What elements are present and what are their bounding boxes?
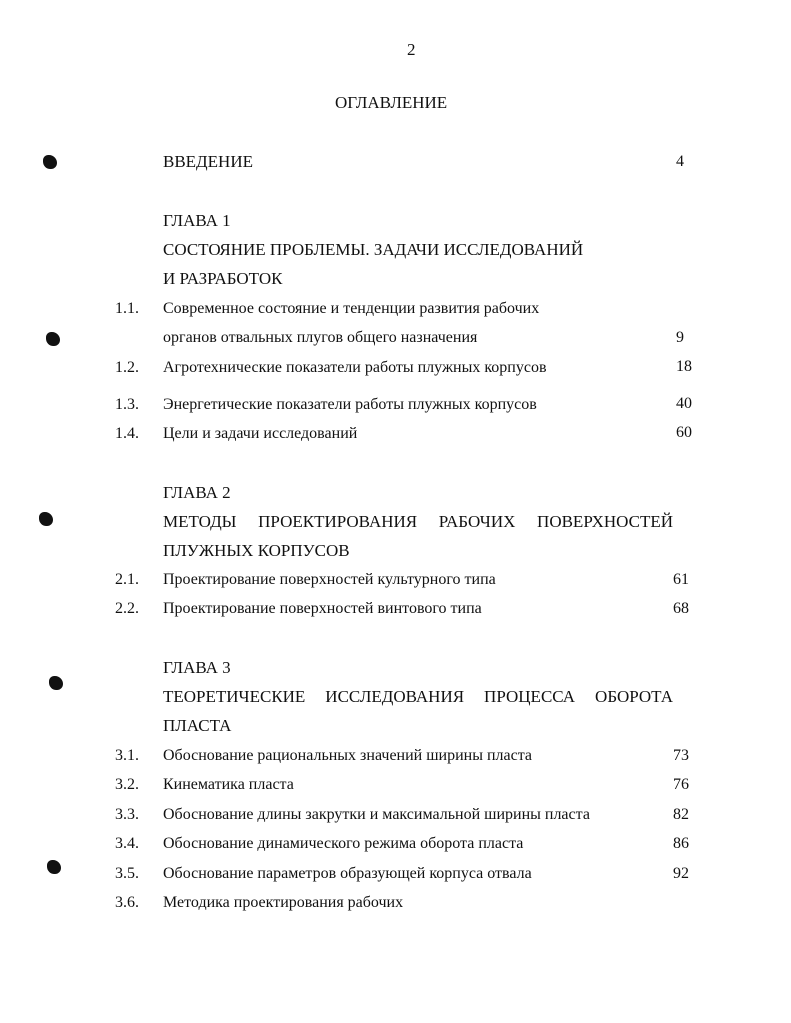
chapter3-title-line2: ПЛАСТА xyxy=(163,716,232,735)
section-title: Энергетические показатели работы плужных корпусов xyxy=(163,396,537,413)
section-number: 3.4. xyxy=(115,835,139,852)
section-number: 1.2. xyxy=(115,359,139,376)
binding-hole-mark xyxy=(49,676,63,690)
binding-hole-mark xyxy=(46,332,60,346)
section-page: 60 xyxy=(676,424,692,441)
section-title: Проектирование поверхностей культурного типа xyxy=(163,571,496,588)
chapter2-title-line2: ПЛУЖНЫХ КОРПУСОВ xyxy=(163,541,350,560)
chapter2-label: ГЛАВА 2 xyxy=(163,483,231,502)
section-number: 2.2. xyxy=(115,600,139,617)
section-number: 3.5. xyxy=(115,865,139,882)
section-number: 3.3. xyxy=(115,806,139,823)
intro-page: 4 xyxy=(676,153,684,170)
section-page: 9 xyxy=(676,329,684,346)
section-title: Современное состояние и тенденции развития рабочих xyxy=(163,300,540,317)
section-number: 1.4. xyxy=(115,425,139,442)
section-title: Обоснование длины закрутки и максимальной ширины пласта xyxy=(163,806,590,823)
section-title: Обоснование параметров образующей корпуса отвала xyxy=(163,865,532,882)
section-number: 1.3. xyxy=(115,396,139,413)
section-title: Кинематика пласта xyxy=(163,776,294,793)
section-page: 40 xyxy=(676,395,692,412)
chapter2-title-line1: МЕТОДЫ ПРОЕКТИРОВАНИЯ РАБОЧИХ ПОВЕРХНОСТЕЙ xyxy=(163,512,673,531)
intro-title: ВВЕДЕНИЕ xyxy=(163,152,253,171)
section-page: 92 xyxy=(673,865,689,882)
section-page: 73 xyxy=(673,747,689,764)
binding-hole-mark xyxy=(47,860,61,874)
section-page: 61 xyxy=(673,571,689,588)
section-number: 1.1. xyxy=(115,300,139,317)
section-title: Методика проектирования рабочих xyxy=(163,894,404,911)
chapter3-label: ГЛАВА 3 xyxy=(163,658,231,677)
section-page: 82 xyxy=(673,806,689,823)
binding-hole-mark xyxy=(39,512,53,526)
toc-heading: ОГЛАВЛЕНИЕ xyxy=(335,93,448,112)
section-title: Цели и задачи исследований xyxy=(163,425,358,442)
binding-hole-mark xyxy=(43,155,57,169)
chapter1-title-line2: И РАЗРАБОТОК xyxy=(163,269,283,288)
section-page: 18 xyxy=(676,358,692,375)
page-number: 2 xyxy=(407,40,416,59)
section-number: 3.2. xyxy=(115,776,139,793)
chapter3-title-line1: ТЕОРЕТИЧЕСКИЕ ИССЛЕДОВАНИЯ ПРОЦЕССА ОБОРОТА xyxy=(163,687,673,706)
section-title: Обоснование рациональных значений ширины пласта xyxy=(163,747,533,764)
section-title-continued: органов отвальных плугов общего назначения xyxy=(163,329,478,346)
chapter1-label: ГЛАВА 1 xyxy=(163,211,231,230)
section-page: 76 xyxy=(673,776,689,793)
section-title: Проектирование поверхностей винтового типа xyxy=(163,600,482,617)
section-title: Обоснование динамического режима оборота пласта xyxy=(163,835,524,852)
section-title: Агротехнические показатели работы плужных корпусов xyxy=(163,359,547,376)
section-page: 86 xyxy=(673,835,689,852)
chapter1-title-line1: СОСТОЯНИЕ ПРОБЛЕМЫ. ЗАДАЧИ ИССЛЕДОВАНИЙ xyxy=(163,240,584,259)
section-number: 3.1. xyxy=(115,747,139,764)
section-number: 3.6. xyxy=(115,894,139,911)
section-page: 68 xyxy=(673,600,689,617)
section-number: 2.1. xyxy=(115,571,139,588)
